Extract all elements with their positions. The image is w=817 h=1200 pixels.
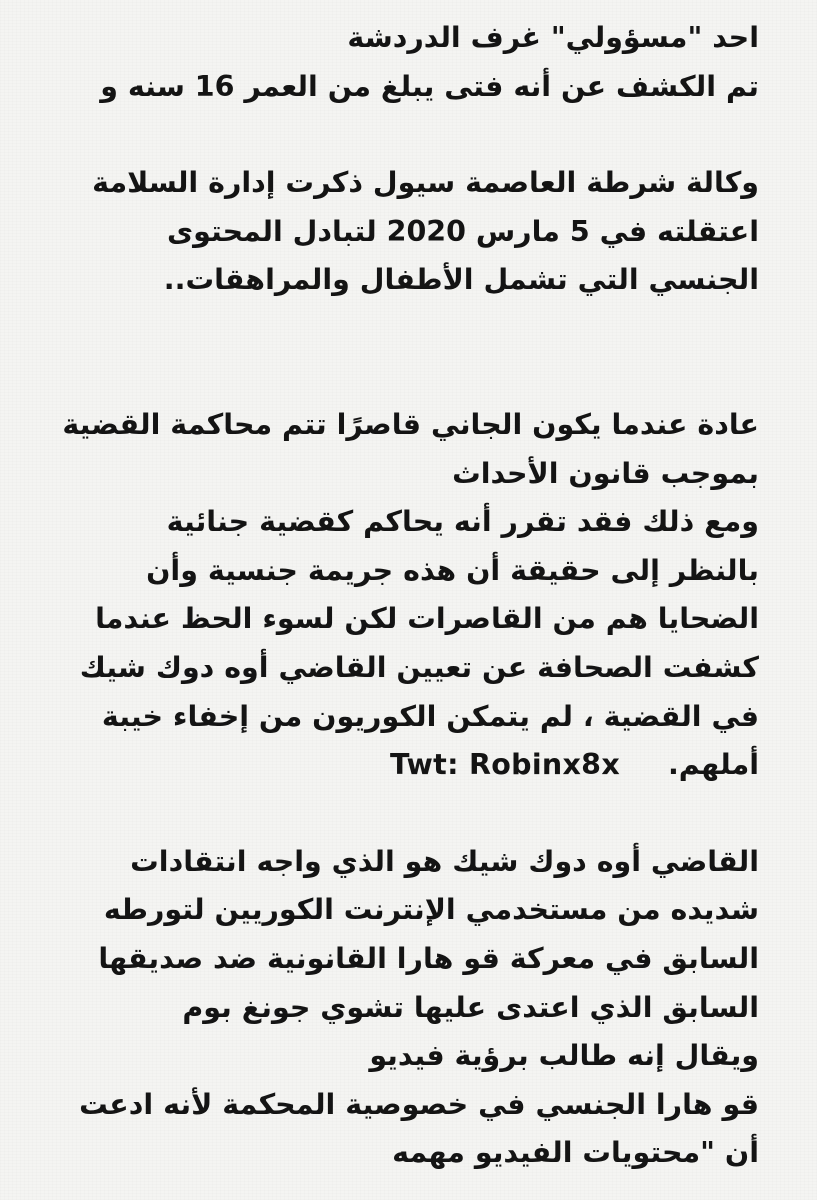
text-line: كشفت الصحافة عن تعيين القاضي أوه دوك شيك — [79, 650, 759, 684]
twitter-handle: Twt: Robinx8x — [389, 748, 621, 782]
text-line: السابق في معركة قو هارا القانونية ضد صديقها — [98, 941, 759, 975]
text-line: وكالة شرطة العاصمة سيول ذكرت إدارة السلامة — [92, 166, 759, 200]
text-line: ومع ذلك فقد تقرر أنه يحاكم كقضية جنائية — [166, 505, 759, 539]
text-line: احد "مسؤولي" غرف الدردشة — [347, 21, 759, 54]
paragraph-3 — [60, 401, 759, 790]
text-line: ويقال إنه طالب برؤية فيديو — [369, 1039, 759, 1073]
paragraph-spacer — [60, 790, 759, 838]
text-line: قو هارا الجنسي في خصوصية المحكمة لأنه ادعت — [79, 1087, 759, 1121]
text-line: في القضية ، لم يتمكن الكوريون من إخفاء خيبة — [101, 699, 759, 733]
text-line: الجنسي التي تشمل الأطفال والمراهقات.. — [163, 263, 759, 297]
paragraph-spacer — [60, 305, 759, 401]
text-line: السابق الذي اعتدى عليها تشوي جونغ بوم — [182, 990, 759, 1024]
text-line: القاضي أوه دوك شيك هو الذي واجه انتقادات — [130, 844, 759, 878]
text-line: بموجب قانون الأحداث — [452, 456, 759, 490]
paragraph-spacer — [60, 111, 759, 159]
text-line: اعتقلته في 5 مارس 2020 لتبادل المحتوى — [167, 214, 759, 248]
paragraph-4 — [60, 838, 759, 1178]
paragraph-1 — [60, 14, 759, 111]
text-line: بالنظر إلى حقيقة أن هذه جريمة جنسية وأن — [146, 553, 759, 587]
text-line: أن "محتويات الفيديو مهمه — [392, 1136, 759, 1170]
text-line: تم الكشف عن أنه فتى يبلغ من العمر 16 سنه و — [100, 69, 759, 103]
text-line: الضحايا هم من القاصرات لكن لسوء الحظ عندما — [95, 602, 759, 636]
text-line: أملهم. — [667, 748, 759, 782]
paragraph-2 — [60, 159, 759, 305]
text-line: عادة عندما يكون الجاني قاصرًا تتم محاكمة القضية — [62, 407, 759, 441]
text-line: شديده من مستخدمي الإنترنت الكوريين لتورطه — [103, 893, 759, 927]
text-line-with-handle — [60, 741, 759, 790]
